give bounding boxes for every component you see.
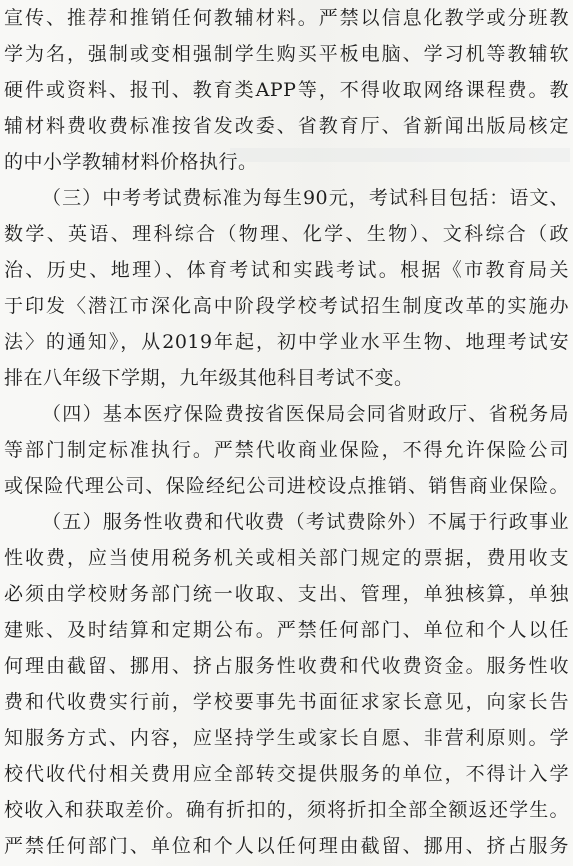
text-line: 费和代收费实行前，学校要事先书面征求家长意见，向家长告 (4, 691, 569, 713)
text-line: 于印发〈潜江市深化高中阶段学校考试招生制度改革的实施办 (4, 295, 569, 317)
text-line: 知服务方式、内容，应坚持学生或家长自愿、非营利原则。学 (4, 727, 569, 749)
text-line: 的中小学教辅材料价格执行。 (4, 151, 258, 173)
text-line: 学为名，强制或变相强制学生购买平板电脑、学习机等教辅软 (4, 43, 569, 65)
text-line: 必须由学校财务部门统一收取、支出、管理，单独核算，单独 (4, 583, 569, 605)
paragraph-3-start: （三）中考考试费标准为每生90元，考试科目包括：语文、 (42, 187, 569, 209)
paragraph-5-start: （五）服务性收费和代收费（考试费除外）不属于行政事业 (42, 511, 569, 533)
text-line: 校代收代付相关费用应全部转交提供服务的单位，不得计入学 (4, 763, 569, 785)
text-line: 校收入和获取差价。确有折扣的，须将折扣全部全额返还学生。 (4, 799, 569, 821)
text-line: 何理由截留、挪用、挤占服务性收费和代收费资金。服务性收 (4, 655, 569, 677)
text-line: 辅材料费收费标准按省发改委、省教育厅、省新闻出版局核定 (4, 115, 569, 137)
paragraph-4-start: （四）基本医疗保险费按省医保局会同省财政厅、省税务局 (42, 403, 569, 425)
text-line: 排在八年级下学期，九年级其他科目考试不变。 (4, 367, 414, 389)
text-line: 治、历史、地理）、体育考试和实践考试。根据《市教育局关 (4, 259, 569, 281)
text-line: 硬件或资料、报刊、教育类APP等，不得收取网络课程费。教 (4, 79, 569, 101)
text-line: 严禁任何部门、单位和个人以任何理由截留、挪用、挤占服务 (4, 835, 569, 857)
text-line: 法〉的通知》，从2019年起，初中学业水平生物、地理考试安 (4, 331, 569, 353)
text-line: 或保险代理公司、保险经纪公司进校设点推销、销售商业保险。 (4, 475, 569, 497)
text-line: 建账、及时结算和定期公布。严禁任何部门、单位和个人以任 (4, 619, 569, 641)
text-line: 性收费，应当使用税务机关或相关部门规定的票据，费用收支 (4, 547, 569, 569)
text-line: 宣传、推荐和推销任何教辅材料。严禁以信息化教学或分班教 (4, 7, 569, 29)
text-line: 数学、英语、理科综合（物理、化学、生物）、文科综合（政 (4, 223, 569, 245)
text-line: 等部门制定标准执行。严禁代收商业保险，不得允许保险公司 (4, 439, 569, 461)
